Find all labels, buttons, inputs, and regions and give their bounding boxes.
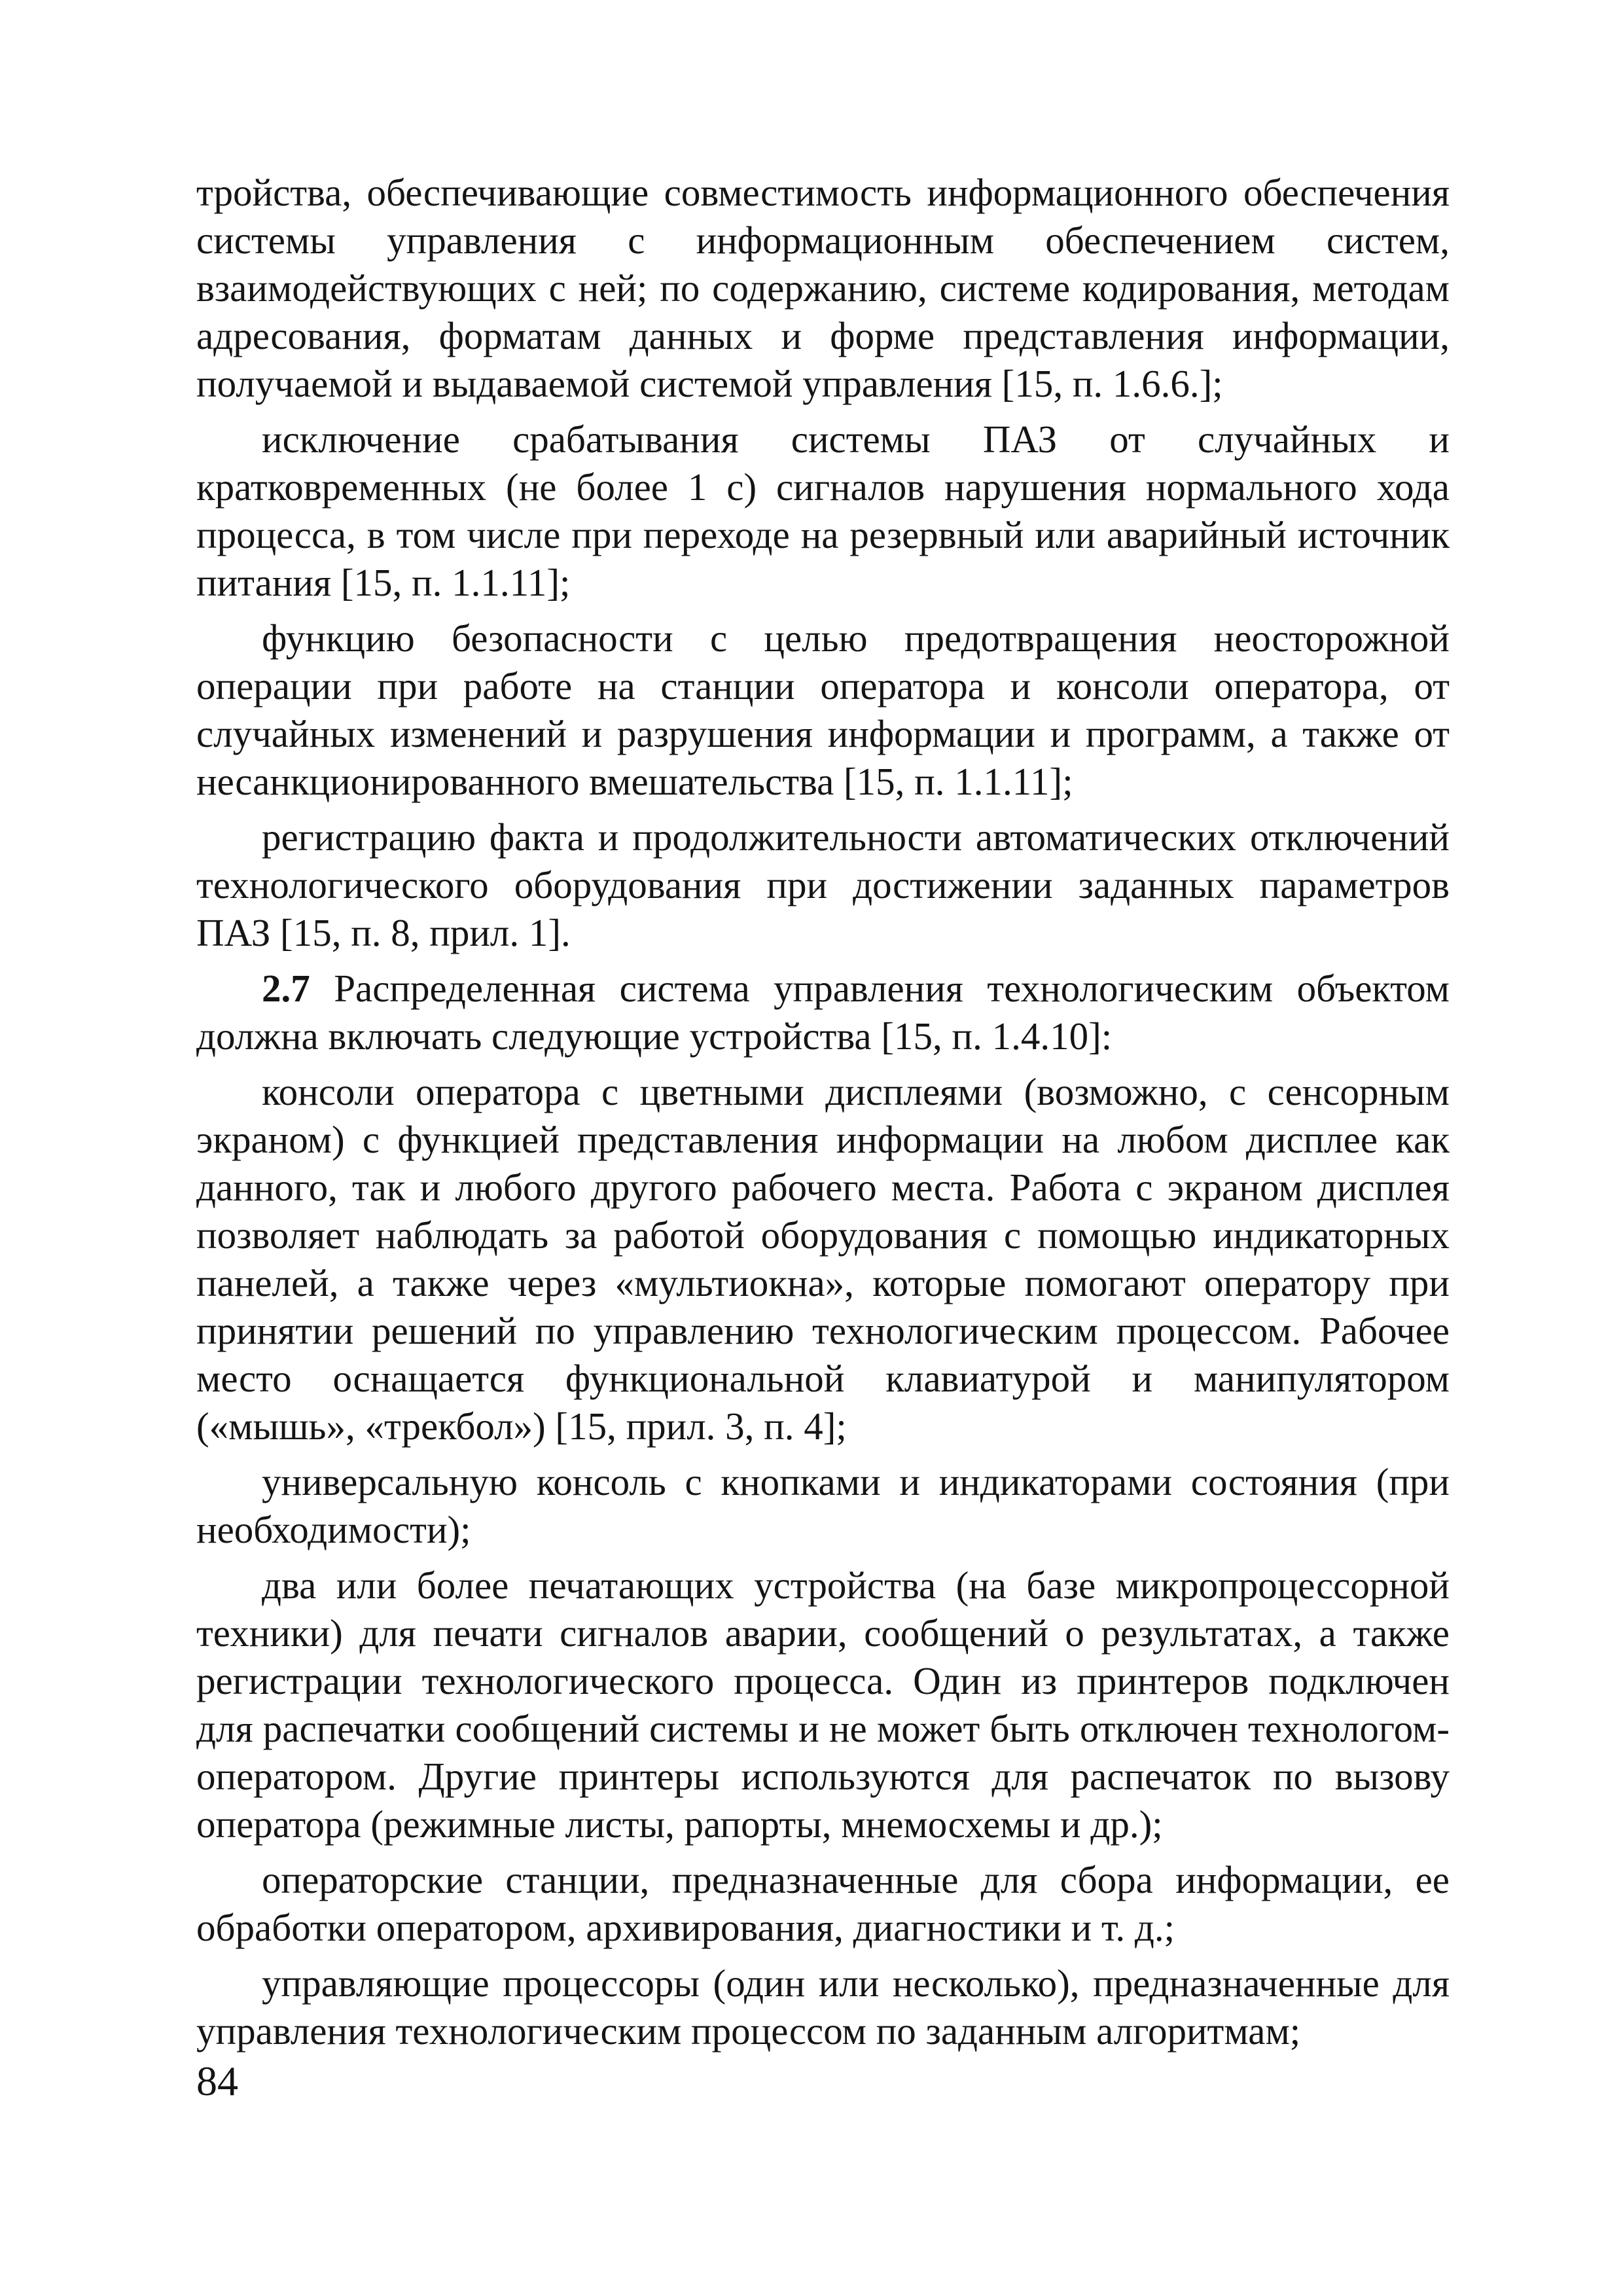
paragraph-list-item: функцию безопасности с целью предотвращения неосторожной операции при работе на станции оператора и консоли оператора, от случайных изменений и разрушения информации и программ, а также от несанкционированного вмешательства [15, п. 1.1.11]; xyxy=(196,617,1450,803)
page-number: 84 xyxy=(196,2058,238,2104)
paragraph-list-item: универсальную консоль с кнопками и индикаторами состояния (при необходимости); xyxy=(196,1460,1450,1551)
paragraph-list-item: два или более печатающих устройства (на базе микропроцессорной техники) для печати сигналов аварии, сообщений о результатах, а также регистрации технологического процесса. Один из принтеров подключен для распечатки сообщений системы и не может быть отключен технологом-оператором. Другие принтеры используются для распечаток по вызову оператора (режимные листы, рапорты, мнемосхемы и др.); xyxy=(196,1564,1450,1846)
paragraph-continuation: тройства, обеспечивающие совместимость информационного обеспечения системы управления с информационным обеспечением систем, взаимодействующих с ней; по содержанию, системе кодирования, методам адресования, форматам данных и форме представления информации, получаемой и выдаваемой системой управления [15, п. 1.6.6.]; xyxy=(196,171,1450,405)
paragraph-list-item: консоли оператора с цветными дисплеями (возможно, с сенсорным экраном) с функцией представления информации на любом дисплее как данного, так и любого другого рабочего места. Работа с экраном дисплея позволяет наблюдать за работой оборудования с помощью индикаторных панелей, а также через «мультиокна», которые помогают оператору при принятии решений по управлению технологическим процессом. Рабочее место оснащается функциональной клавиатурой и манипулятором («мышь», «трекбол») [15, прил. 3, п. 4]; xyxy=(196,1070,1450,1448)
paragraph-section xyxy=(196,965,1450,1060)
paragraph-list-item: управляющие процессоры (один или несколько), предназначенные для управления технологическим процессом по заданным алгоритмам; xyxy=(196,1962,1450,2053)
section-text: Распределенная система управления технологическим объектом должна включать следующие устройства [15, п. 1.4.10]: xyxy=(196,967,1450,1058)
section-number: 2.7 xyxy=(262,967,310,1010)
paragraph-list-item: регистрацию факта и продолжительности автоматических отключений технологического оборудования при достижении заданных параметров ПАЗ [15, п. 8, прил. 1]. xyxy=(196,816,1450,954)
body-text xyxy=(196,169,1450,2063)
paragraph-list-item: операторские станции, предназначенные для сбора информации, ее обработки оператором, архивирования, диагностики и т. д.; xyxy=(196,1858,1450,1949)
paragraph-list-item: исключение срабатывания системы ПАЗ от случайных и кратковременных (не более 1 с) сигналов нарушения нормального хода процесса, в том числе при переходе на резервный или аварийный источник питания [15, п. 1.1.11]; xyxy=(196,418,1450,604)
